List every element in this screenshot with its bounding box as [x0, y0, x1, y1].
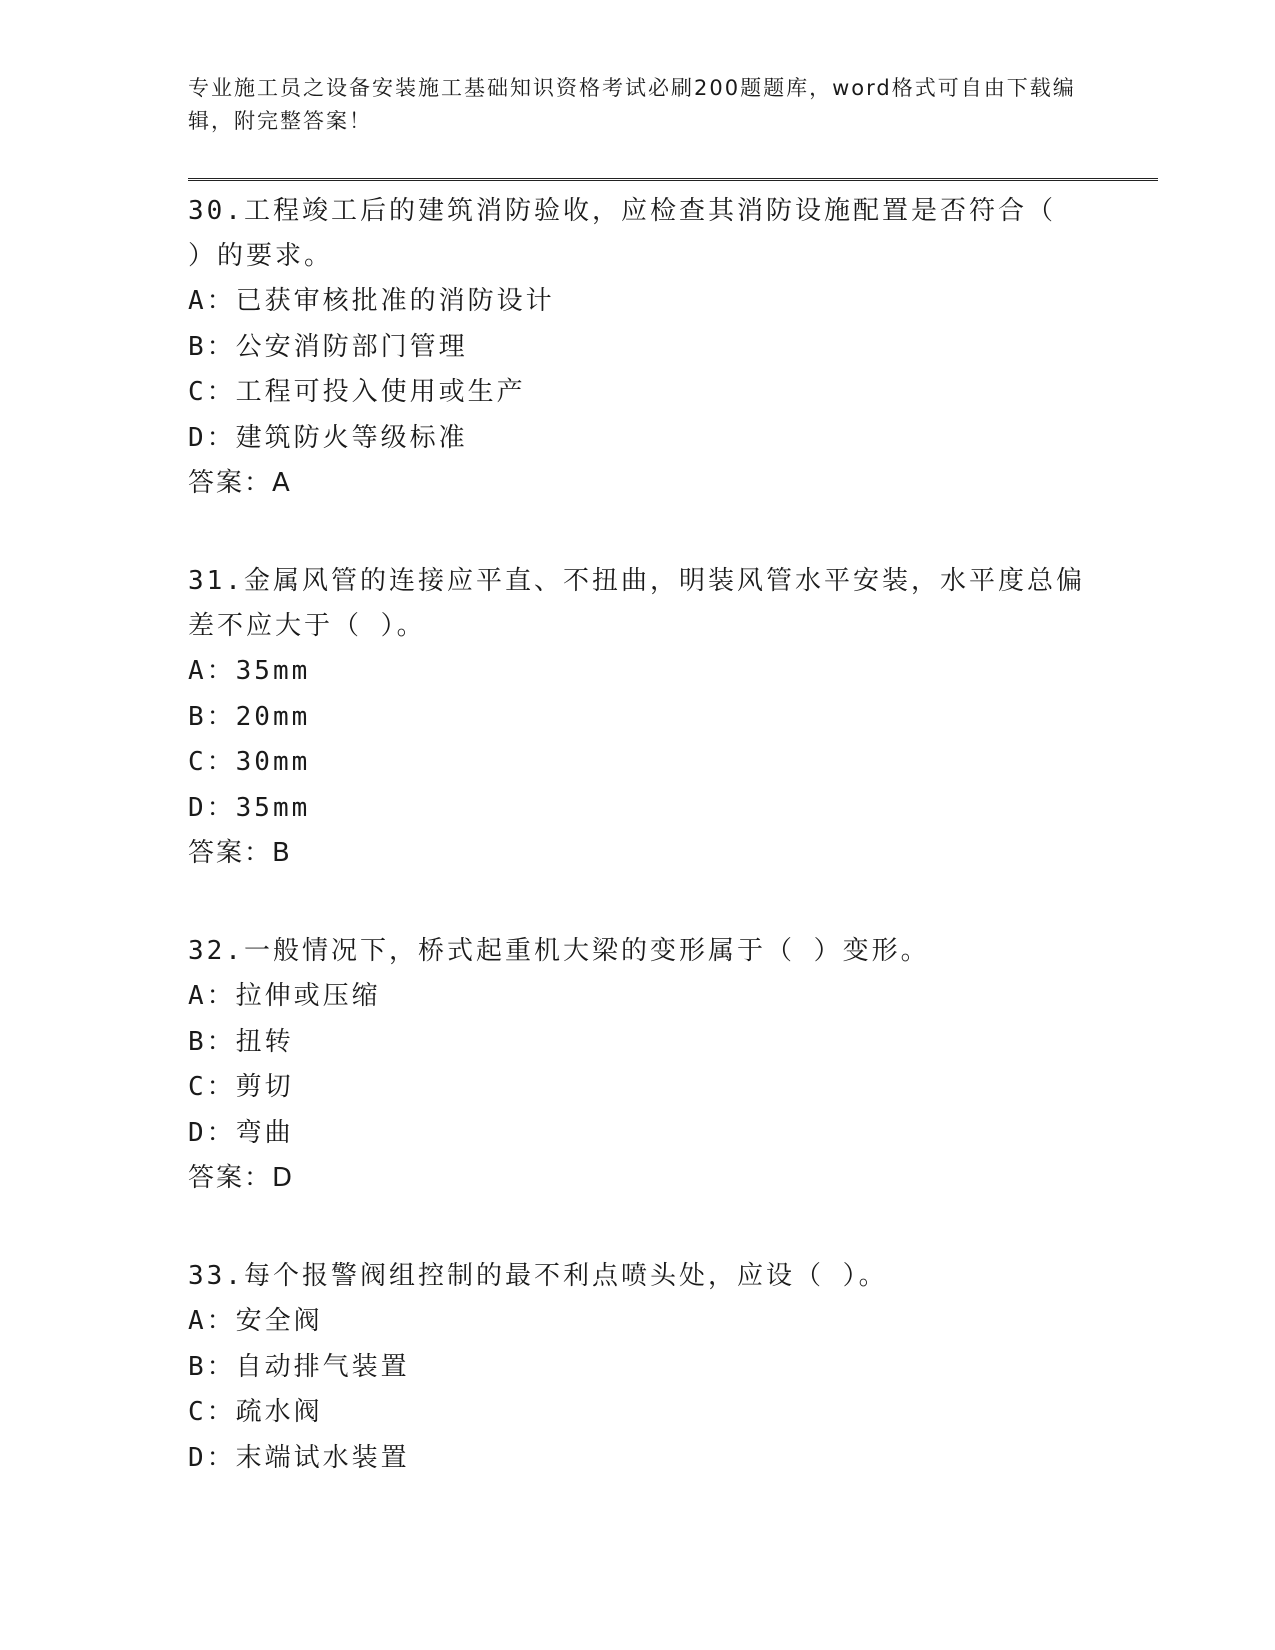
option-text: 疏水阀: [235, 1397, 323, 1427]
option-letter: A：: [188, 1306, 236, 1336]
option-letter: A：: [188, 656, 236, 686]
option-d: [188, 416, 1088, 462]
option-letter: B：: [188, 331, 236, 362]
option-d: [188, 786, 1088, 832]
option-d: [188, 1111, 1088, 1157]
answer-text: 答案：B: [188, 838, 292, 868]
option-letter: D：: [188, 1442, 236, 1473]
option-b: [188, 1345, 1088, 1391]
option-a: [188, 1299, 1088, 1345]
option-letter: A：: [188, 981, 236, 1011]
option-letter: C：: [188, 1072, 236, 1102]
option-text: 安全阀: [235, 1306, 323, 1336]
option-text: 扭转: [235, 1026, 294, 1057]
option-list: [188, 1299, 1088, 1481]
option-text: 20mm: [235, 701, 311, 732]
option-letter: C：: [188, 377, 236, 407]
header-divider: [188, 178, 1158, 181]
option-a: [188, 279, 1088, 325]
option-c: [188, 370, 1088, 416]
option-letter: B：: [188, 1026, 236, 1057]
option-letter: B：: [188, 1351, 236, 1382]
question-text: 30.工程竣工后的建筑消防验收，应检查其消防设施配置是否符合（ ）的要求。: [188, 196, 1056, 271]
option-text: 自动排气装置: [235, 1351, 410, 1382]
option-b: [188, 1020, 1088, 1066]
option-text: 建筑防火等级标准: [235, 422, 468, 453]
answer-text: 答案：D: [188, 1163, 295, 1193]
question-31: [188, 559, 1088, 876]
option-text: 拉伸或压缩: [235, 981, 381, 1011]
option-list: [188, 974, 1088, 1156]
option-c: [188, 740, 1088, 786]
option-text: 末端试水装置: [235, 1442, 410, 1473]
option-list: [188, 279, 1088, 461]
answer-text: 答案：A: [188, 468, 292, 498]
option-text: 30mm: [235, 747, 311, 777]
option-letter: D：: [188, 422, 236, 453]
option-text: 弯曲: [235, 1117, 294, 1148]
question-list: [188, 189, 1088, 1534]
question-32: [188, 929, 1088, 1201]
option-a: [188, 974, 1088, 1020]
option-letter: D：: [188, 792, 236, 823]
option-letter: C：: [188, 747, 236, 777]
option-text: 工程可投入使用或生产: [235, 377, 526, 407]
question-text: 33.每个报警阀组控制的最不利点喷头处，应设（ ）。: [188, 1261, 888, 1291]
document-header: 专业施工员之设备安装施工基础知识资格考试必刷200题题库，word格式可自由下载编辑，附完整答案！: [188, 76, 1076, 133]
option-c: [188, 1390, 1088, 1436]
question-33: [188, 1254, 1088, 1481]
question-text: 31.金属风管的连接应平直、不扭曲，明装风管水平安装，水平度总偏差不应大于（ ）。: [188, 566, 1085, 641]
option-text: 35mm: [235, 656, 311, 686]
option-text: 公安消防部门管理: [235, 331, 468, 362]
question-text: 32.一般情况下，桥式起重机大梁的变形属于（ ）变形。: [188, 936, 930, 966]
option-b: [188, 695, 1088, 741]
option-letter: B：: [188, 701, 236, 732]
option-list: [188, 649, 1088, 831]
option-d: [188, 1436, 1088, 1482]
option-letter: C：: [188, 1397, 236, 1427]
option-text: 35mm: [235, 792, 311, 823]
option-b: [188, 325, 1088, 371]
option-c: [188, 1065, 1088, 1111]
option-text: 剪切: [235, 1072, 294, 1102]
option-a: [188, 649, 1088, 695]
option-letter: A：: [188, 286, 236, 316]
option-text: 已获审核批准的消防设计: [235, 286, 555, 316]
question-30: [188, 189, 1088, 506]
option-letter: D：: [188, 1117, 236, 1148]
